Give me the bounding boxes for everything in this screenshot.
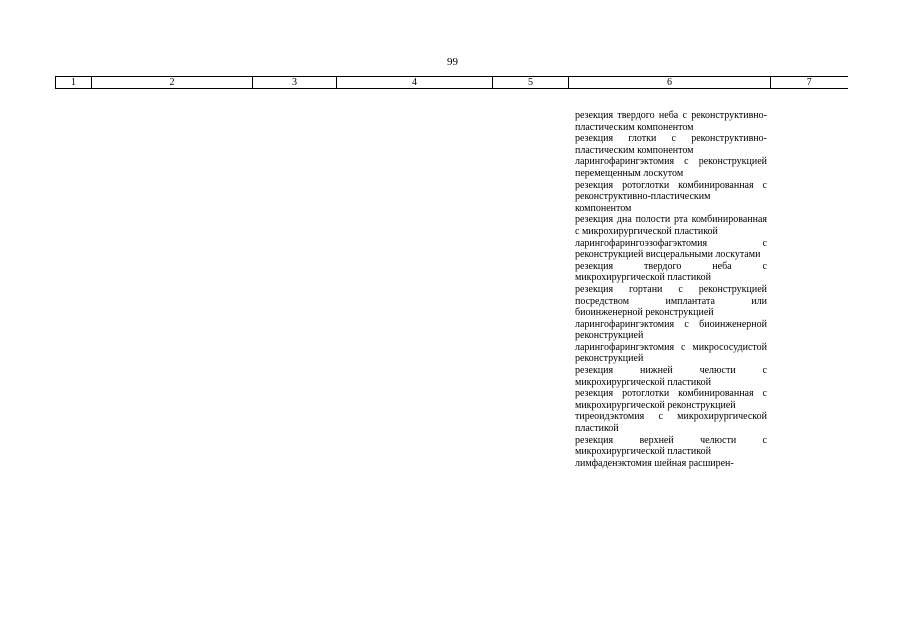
procedure-entry: резекция глотки с реконструктивно-пластическим компонентом: [575, 133, 767, 156]
procedure-entry: резекция гортани с реконструкцией посредством имплантата или биоинженерной реконструкцией: [575, 283, 767, 319]
procedure-entry: резекция твердого неба с микрохирургической пластикой: [575, 260, 767, 284]
procedure-entry: резекция верхней челюсти с микрохирургической пластикой: [575, 434, 767, 458]
column-number-1: 1: [56, 77, 92, 89]
procedure-entry: резекция ротоглотки комбинированная с микрохирургической реконструкцией: [575, 388, 767, 411]
column-number-2: 2: [92, 77, 253, 89]
column-number-3: 3: [253, 77, 337, 89]
procedure-entry: резекция ротоглотки комбинированная с реконструктивно-пластическим компонентом: [575, 179, 767, 214]
procedure-entry: резекция дна полости рта комбинированная с микрохирургической пластикой: [575, 214, 767, 237]
column-6-procedures: [575, 110, 767, 469]
procedure-entry: резекция твердого неба с реконструктивно-пластическим компонентом: [575, 110, 767, 133]
procedure-entry: резекция нижней челюсти с микрохирургической пластикой: [575, 365, 767, 388]
page-number: 99: [447, 56, 458, 68]
procedure-entry: тиреоидэктомия с микрохирургической пластикой: [575, 411, 767, 435]
procedure-entry: ларингофарингоэзофагэктомия с реконструкцией висцеральными лоскутами: [575, 237, 767, 261]
header-row: [56, 77, 848, 89]
column-number-6: 6: [569, 77, 771, 89]
table-column-header: [55, 76, 848, 89]
procedure-entry: ларингофарингэктомия с микрососудистой реконструкцией: [575, 341, 767, 365]
column-number-7: 7: [771, 77, 848, 89]
procedure-entry: лимфаденэктомия шейная расширен-: [575, 457, 734, 469]
procedure-entry: ларингофарингэктомия с биоинженерной реконструкцией: [575, 318, 767, 342]
column-number-4: 4: [337, 77, 493, 89]
procedure-entry: ларингофарингэктомия с реконструкцией перемещенным лоскутом: [575, 156, 767, 179]
column-number-5: 5: [493, 77, 569, 89]
